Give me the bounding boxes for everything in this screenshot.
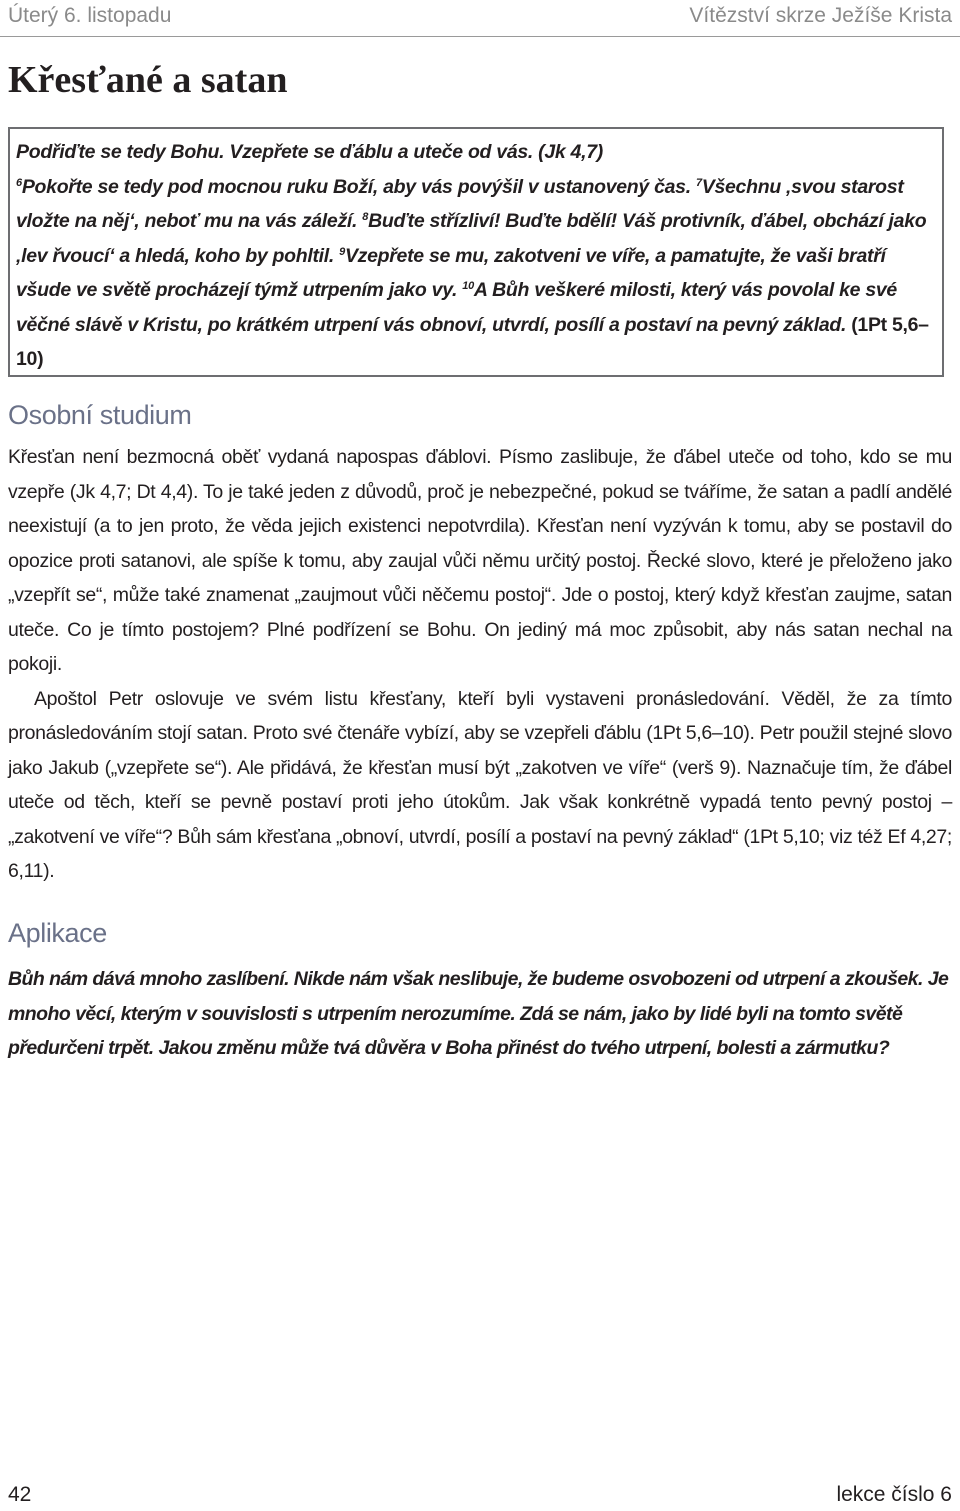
header-divider xyxy=(0,36,960,37)
verse-number: 6 xyxy=(16,176,22,189)
study-paragraph-1: Křesťan není bezmocná oběť vydaná napospas ďáblovi. Písmo zaslibuje, že ďábel uteče od toho, kdo se mu vzepře (Jk 4,7; Dt 4,4). To je také jeden z důvodů, proč je nebezpečné, pokud se tváříme, že satan a padlí andělé neexistují (a to jen proto, že věda jejich existenci nepotvrdila). Křesťan není vyzýván k tomu, aby se postavil do opozice proti satanovi, ale spíše k tomu, aby zaujal vůči němu určitý postoj. Řecké slovo, které je přeloženo jako „vzepřít se“, může také znamenat „zaujmout vůči něčemu postoj“. Jde o postoj, který když křesťan zaujme, satan uteče. Co je tímto postojem? Plné podřízení se Bohu. On jediný má moc způsobit, aby nás satan nechal na pokoji. xyxy=(8,446,952,675)
verse-number: 9 xyxy=(339,245,345,258)
memory-verse-box xyxy=(8,127,944,377)
lesson-label: lekce číslo 6 xyxy=(836,1483,952,1506)
study-paragraph-2: Apoštol Petr oslovuje ve svém listu křesťany, kteří byli vystaveni pronásledování. Věděl, že za tímto pronásledováním stojí satan. Proto své čtenáře vybízí, aby se vzepřeli ďáblu (1Pt 5,6–10). Petr použil stejné slovo jako Jakub („vzepřete se“). Ale přidává, že křesťan musí být „zakotven ve víře“ (verš 9). Naznačuje tím, že ďábel uteče od těch, kteří se pevně postaví proti jeho útokům. Jak však konkrétně vypadá tento pevný postoj – „zakotvení ve víře“? Bůh sám křesťana „obnoví, utvrdí, posílí a postaví na pevný základ“ (1Pt 5,10; viz též Ef 4,27; 6,11). xyxy=(8,687,952,882)
page-number: 42 xyxy=(8,1483,32,1506)
verse-10: A Bůh veškeré milosti, který vás povolal ke své věčné slávě v Kristu, po krátkém utrpení vás obnoví, utvrdí, posílí a postaví na pevný základ. xyxy=(16,279,897,336)
study-heading: Osobní studium xyxy=(8,400,192,430)
header-series-title: Vítězství skrze Ježíše Krista xyxy=(689,4,952,27)
verse-9: Vzepřete se mu, zakotveni ve víře, a pamatujte, že vaši bratří všude ve světě procházejí týmž utrpením jako vy. xyxy=(16,244,886,301)
verse-reference: (1Pt 5,6–10) xyxy=(16,313,929,370)
verse-7: Všechnu ‚svou starost vložte na něj‘, neboť mu na vás záleží. xyxy=(16,175,904,232)
verse-6: Pokořte se tedy pod mocnou ruku Boží, aby vás povýšil v ustanovený čas. xyxy=(21,175,696,198)
study-body xyxy=(8,440,952,889)
running-header xyxy=(8,4,952,32)
application-text: Bůh nám dává mnoho zaslíbení. Nikde nám však neslibuje, že budeme osvobozeni od utrpení a zkoušek. Je mnoho věcí, kterým v souvislosti s utrpením nerozumíme. Zdá se nám, jako by lidé byli na tomto světě předurčeni trpět. Jakou změnu může tvá důvěra v Boha přinést do tvého utrpení, bolesti a zármutku? xyxy=(8,968,949,1059)
verse-number: 8 xyxy=(362,211,369,223)
page-title: Křesťané a satan xyxy=(8,59,288,101)
application-heading: Aplikace xyxy=(8,918,107,948)
verse-number: 7 xyxy=(695,176,702,189)
header-date: Úterý 6. listopadu xyxy=(8,4,172,27)
memory-verse-passage xyxy=(16,170,936,377)
verse-number: 10 xyxy=(462,280,474,292)
memory-verse-text xyxy=(16,135,936,377)
verse-8: Buďte střízliví! Buďte bdělí! Váš protivník, ďábel, obchází jako ‚lev řvoucí‘ a hledá, koho by pohltil. xyxy=(16,210,927,267)
memory-verse-line: Podřiďte se tedy Bohu. Vzepřete se ďáblu a uteče od vás. (Jk 4,7) xyxy=(16,141,603,163)
